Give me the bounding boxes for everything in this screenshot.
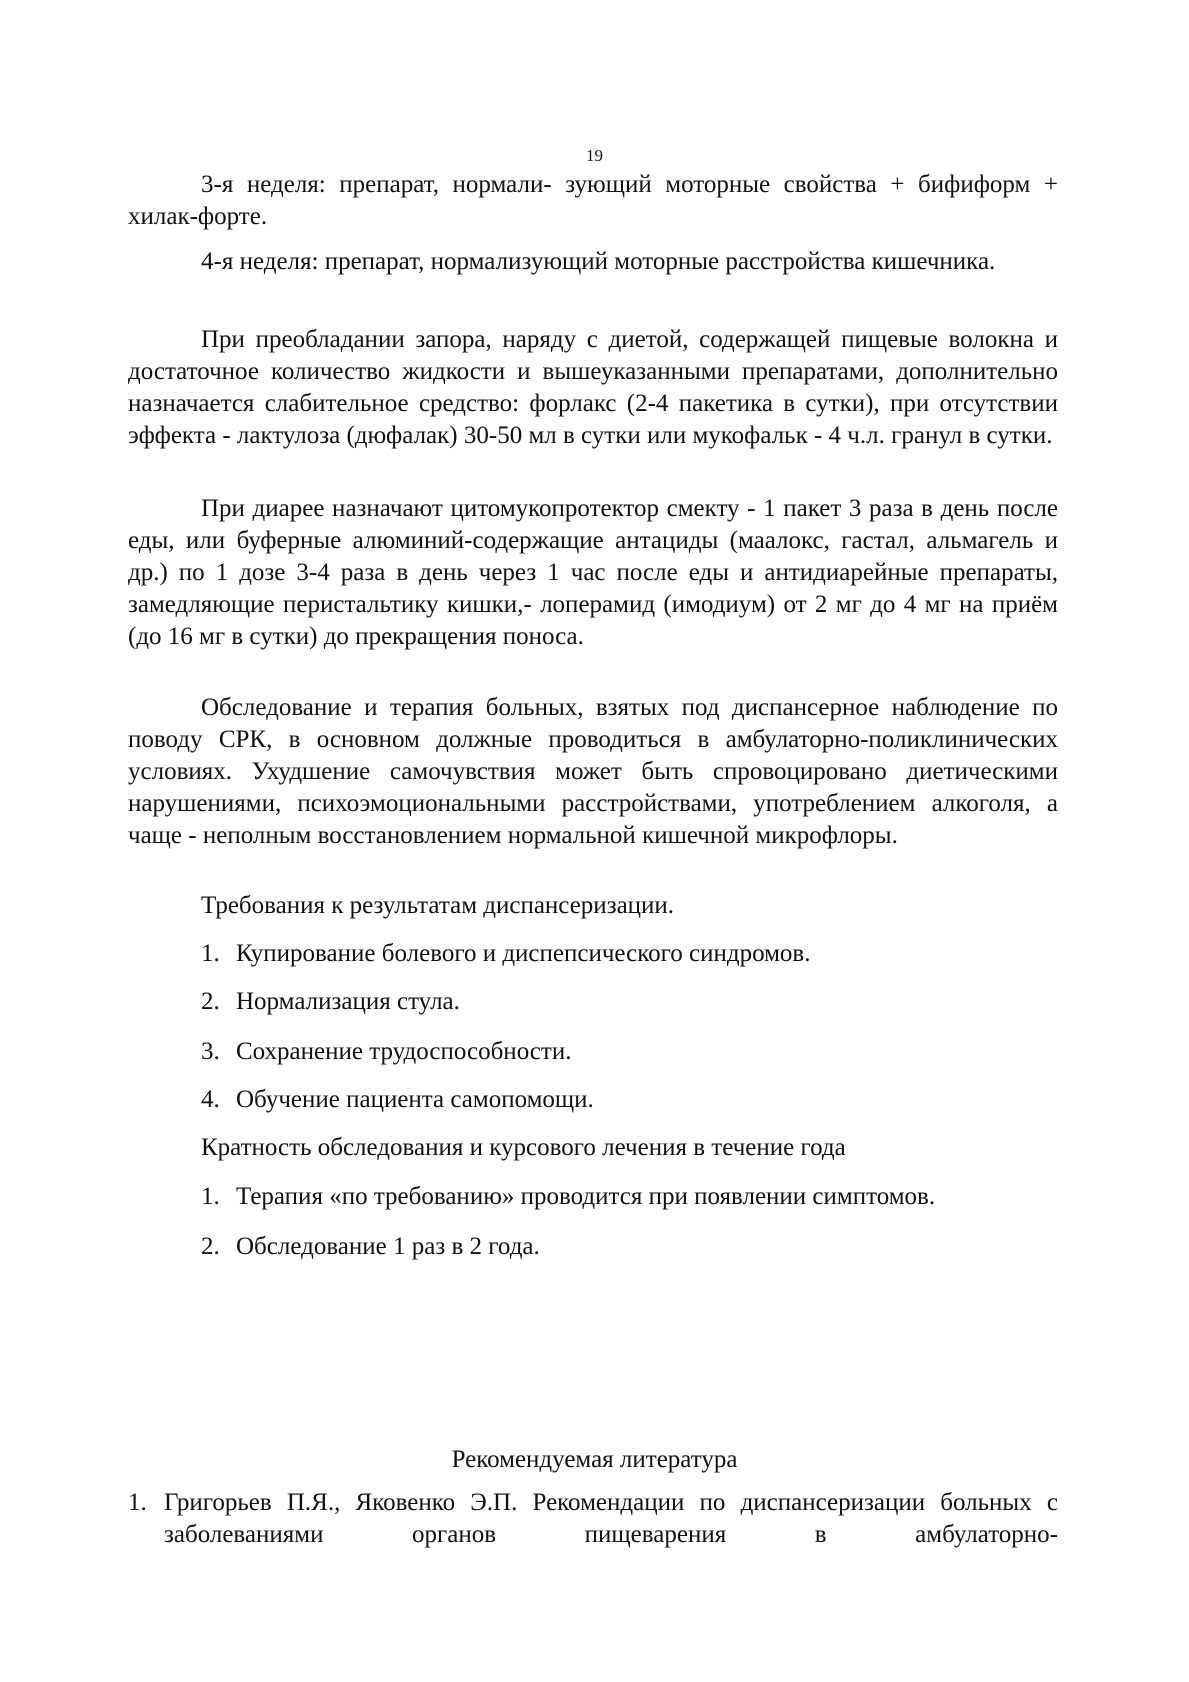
requirements-item bbox=[201, 938, 1058, 970]
list-number: 1. bbox=[128, 1489, 147, 1516]
frequency-item bbox=[201, 1231, 1058, 1263]
literature-heading: Рекомендуемая литература bbox=[451, 1446, 738, 1473]
list-text: Купирование болевого и диспепсического синдромов. bbox=[236, 940, 811, 967]
frequency-title: Кратность обследования и курсового лечения в течение года bbox=[201, 1134, 846, 1161]
list-number: 2. bbox=[201, 988, 220, 1015]
paragraph-constipation: При преобладании запора, наряду с диетой, содержащей пищевые волокна и достаточное количество жидкости и вышеуказанными препаратами, дополнительно назначается слабительное средство: форлакс (2-4 пакетика в сутки), при отсутствии эффекта - лактулоза (дюфалак) 30-50 мл в сутки или мукофальк - 4 ч.л. гранул в сутки. bbox=[128, 326, 1058, 449]
requirements-title: Требования к результатам диспансеризации. bbox=[201, 892, 675, 919]
requirements-item bbox=[201, 1036, 1058, 1068]
page-number: 19 bbox=[586, 146, 603, 165]
list-text: Обучение пациента самопомощи. bbox=[236, 1086, 594, 1113]
paragraph-week-3: 3-я неделя: препарат, нормали- зующий моторные свойства + бифиформ + хилак-форте. bbox=[128, 171, 1058, 230]
list-number: 2. bbox=[201, 1233, 220, 1260]
list-text: Терапия «по требованию» проводится при появлении симптомов. bbox=[236, 1183, 936, 1210]
requirements-item bbox=[201, 1084, 1058, 1116]
list-number: 1. bbox=[201, 1183, 220, 1210]
list-number: 1. bbox=[201, 940, 220, 967]
paragraph-week-4: 4-я неделя: препарат, нормализующий моторные расстройства кишечника. bbox=[201, 248, 996, 275]
paragraph-diarrhea: При диарее назначают цитомукопротектор смекту - 1 пакет 3 раза в день после еды, или буферные алюминий-содержащие антациды (маалокс, гастал, альмагель и др.) по 1 дозе 3-4 раза в день через 1 час после еды и антидиарейные препараты, замедляющие перистальтику кишки,- лоперамид (имодиум) от 2 мг до 4 мг на приём (до 16 мг в сутки) до прекращения поноса. bbox=[128, 495, 1058, 650]
list-number: 3. bbox=[201, 1038, 220, 1065]
requirements-item bbox=[201, 986, 1058, 1018]
frequency-item bbox=[201, 1181, 1058, 1213]
list-text: Обследование 1 раз в 2 года. bbox=[236, 1233, 540, 1260]
literature-item bbox=[128, 1487, 1058, 1551]
list-text: Нормализация стула. bbox=[236, 988, 460, 1015]
literature-text: Григорьев П.Я., Яковенко Э.П. Рекомендации по диспансеризации больных с заболеваниями органов пищеварения в амбулаторно- bbox=[164, 1489, 1058, 1548]
list-number: 4. bbox=[201, 1086, 220, 1113]
list-text: Сохранение трудоспособности. bbox=[236, 1038, 572, 1065]
paragraph-examination: Обследование и терапия больных, взятых под диспансерное наблюдение по поводу СРК, в основном должные проводиться в амбулаторно-поликлинических условиях. Ухудшение самочувствия может быть спровоцировано диетическими нарушениями, психоэмоциональными расстройствами, употреблением алкоголя, а чаще - неполным восстановлением нормальной кишечной микрофлоры. bbox=[128, 694, 1058, 849]
